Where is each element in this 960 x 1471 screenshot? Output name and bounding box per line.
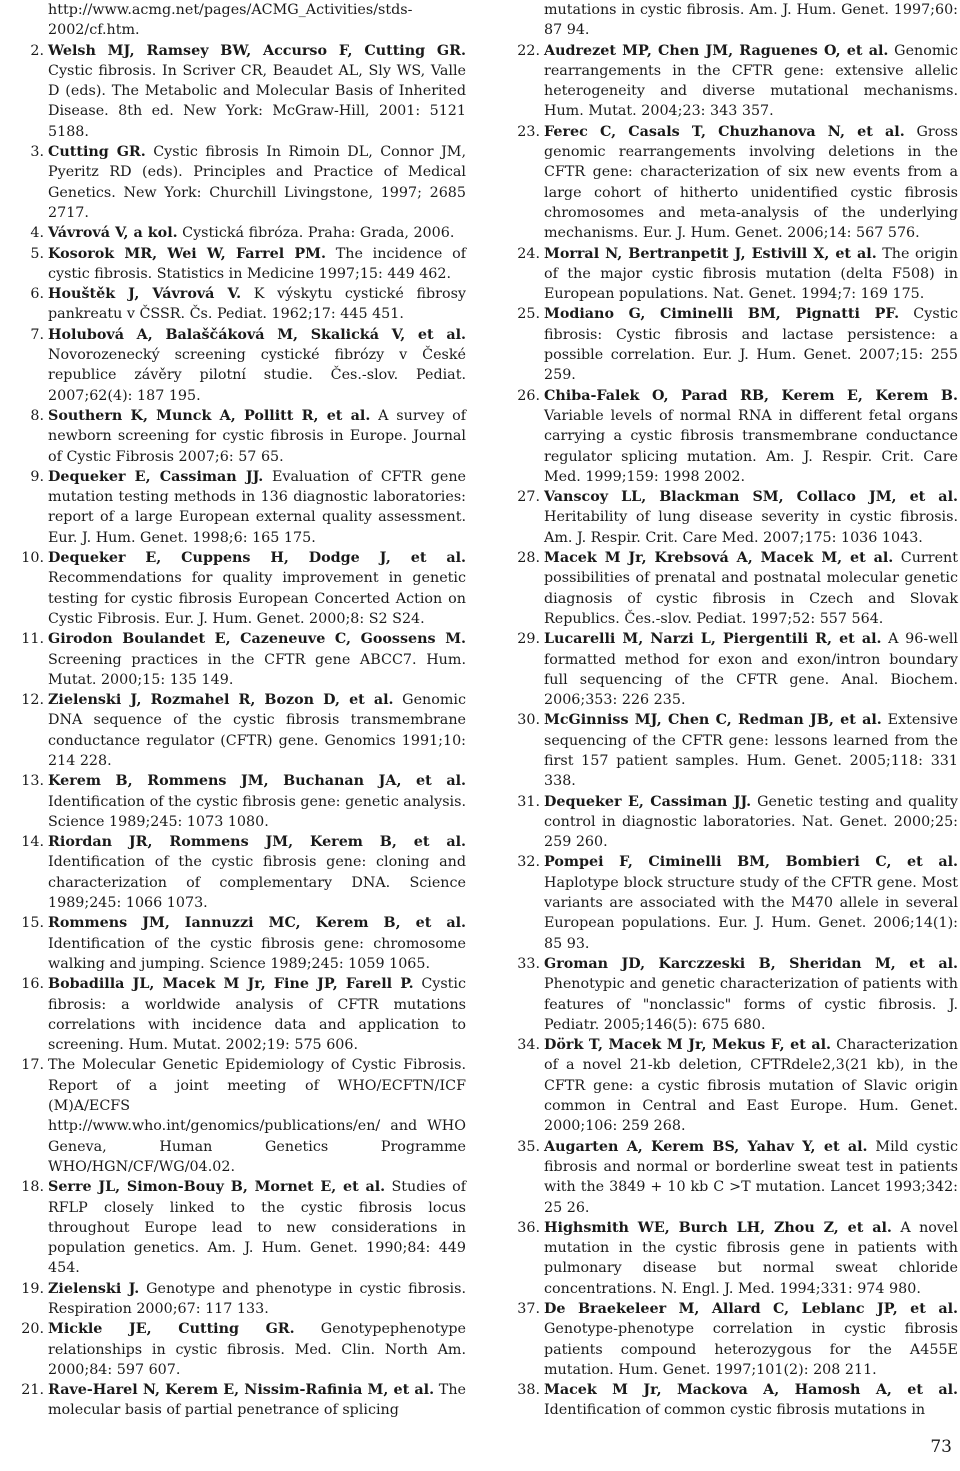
reference-text: Cystická fibróza. Praha: Grada, 2006. <box>177 225 455 242</box>
reference-number: 28. <box>517 550 540 567</box>
reference-text: Variable levels of normal RNA in different fetal organs carrying a cystic fibrosis transmembrane conductance regulator splicing mutation. Am. J. Respir. Crit. Care Med. 1999;159: 1998 2002. <box>544 407 958 485</box>
reference-item <box>506 1218 958 1299</box>
reference-text: mutations in cystic fibrosis. Am. J. Hum. Genet. 1997;60: 87 94. <box>544 2 958 39</box>
reference-authors: Morral N, Bertranpetit J, Estivill X, et al. <box>544 245 877 262</box>
reference-number: 38. <box>517 1382 540 1399</box>
reference-authors: Augarten A, Kerem BS, Yahav Y, et al. <box>544 1138 868 1155</box>
reference-authors: De Braekeleer M, Allard C, Leblanc JP, et al. <box>544 1301 958 1317</box>
reference-item <box>506 1137 958 1218</box>
reference-text: Genomic DNA sequence of the cystic fibrosis transmembrane conductance regulator (CFTR) gene. Genomics 1991;10: 214 228. <box>48 692 466 769</box>
reference-item <box>10 467 466 548</box>
reference-authors: Rommens JM, Iannuzzi MC, Kerem B, et al. <box>48 915 466 932</box>
reference-text: Identification of the cystic fibrosis gene: chromosome walking and jumping. Science 1989;245: 1059 1065. <box>48 935 466 972</box>
reference-item <box>10 690 466 771</box>
reference-number: 9. <box>30 468 44 485</box>
reference-item <box>506 954 958 1035</box>
reference-authors: Zielenski J. <box>48 1280 140 1297</box>
reference-item <box>506 304 958 385</box>
reference-number: 17. <box>21 1057 44 1074</box>
reference-text: Recommendations for quality improvement in genetic testing for cystic fibrosis European Concerted Action on Cystic Fibrosis. Eur. J. Hum. Genet. 2000;8: S2 S24. <box>48 570 466 627</box>
reference-item <box>10 406 466 467</box>
reference-item <box>506 710 958 791</box>
reference-item <box>10 1055 466 1177</box>
reference-authors: Dequeker E, Cassiman JJ. <box>48 468 264 485</box>
reference-number: 24. <box>517 245 540 262</box>
reference-text: Characterization of a novel 21-kb deletion, CFTRdele2,3(21 kb), in the CFTR gene: a cystic fibrosis mutation of Slavic origin common in Central and East Europe. Hum. Genet. 2000;106: 259 268. <box>544 1037 958 1135</box>
reference-number: 20. <box>21 1321 44 1338</box>
reference-authors: Kosorok MR, Wei W, Farrel PM. <box>48 245 326 262</box>
reference-text: Mild cystic fibrosis and normal or borderline sweat test in patients with the 3849 + 10 kb C >T mutation. Lancet 1993;342: 25 26. <box>544 1138 958 1216</box>
reference-text: Gross genomic rearrangements involving deletions in the CFTR gene: characterization of six new events from a large cohort of hitherto unidentified cystic fibrosis chromosomes and meta-analysis of the underlying mechanisms. Eur. J. Hum. Genet. 2006;14: 567 576. <box>544 123 958 242</box>
reference-authors: Mickle JE, Cutting GR. <box>48 1321 295 1338</box>
reference-number: 37. <box>517 1301 540 1317</box>
reference-item <box>10 771 466 832</box>
reference-text: Identification of the cystic fibrosis gene: genetic analysis. Science 1989;245: 1073 1080. <box>48 793 466 830</box>
reference-text: A survey of newborn screening for cystic fibrosis in Europe. Journal of Cystic Fibrosis 2007;6: 57 65. <box>48 407 467 465</box>
reference-number: 2. <box>30 42 44 59</box>
reference-authors: Bobadilla JL, Macek M Jr, Fine JP, Farell P. <box>48 976 414 993</box>
reference-item <box>506 629 958 710</box>
reference-authors: Modiano G, Ciminelli BM, Pignatti PF. <box>544 306 900 323</box>
reference-item <box>506 386 958 487</box>
reference-authors: Cutting GR. <box>48 144 146 161</box>
reference-text: Phenotypic and genetic characterization of patients with features of "nonclassic" forms of cystic fibrosis. J. Pediatr. 2005;146(5): 675 680. <box>544 976 958 1033</box>
reference-item <box>10 244 466 285</box>
reference-authors: Macek M Jr, Mackova A, Hamosh A, et al. <box>544 1382 958 1399</box>
reference-authors: Rave-Harel N, Kerem E, Nissim-Rafinia M, et al. <box>48 1382 435 1399</box>
reference-authors: Macek M Jr, Krebsová A, Macek M, et al. <box>544 550 894 567</box>
reference-text: Genetic testing and quality control in diagnostic laboratories. Nat. Genet. 2000;25: 259 260. <box>544 793 958 851</box>
reference-item <box>506 1380 958 1421</box>
reference-item <box>10 913 466 974</box>
reference-item <box>506 1035 958 1136</box>
reference-authors: Riordan JR, Rommens JM, Kerem B, et al. <box>48 834 466 851</box>
reference-authors: Girodon Boulandet E, Cazeneuve C, Goossens M. <box>48 631 466 648</box>
reference-authors: Dequeker E, Cassiman JJ. <box>544 793 752 810</box>
reference-item <box>10 1319 466 1380</box>
reference-item <box>506 548 958 629</box>
reference-authors: Dörk T, Macek M Jr, Mekus F, et al. <box>544 1037 832 1054</box>
reference-text: Genotype and phenotype in cystic fibrosis. Respiration 2000;67: 117 133. <box>48 1280 466 1317</box>
references-right-column <box>506 0 958 1421</box>
reference-authors: Audrezet MP, Chen JM, Raguenes O, et al. <box>544 42 889 59</box>
reference-text: The origin of the major cystic fibrosis mutation (delta F508) in European populations. Nat. Genet. 1994;7: 169 175. <box>544 245 958 303</box>
reference-authors: Holubová A, Balaščáková M, Skalická V, et al. <box>48 326 466 343</box>
reference-text: Evaluation of CFTR gene mutation testing methods in 136 diagnostic laboratories: report of a large European external quality assessment. Eur. J. Hum. Genet. 1998;6: 165 175. <box>48 468 466 546</box>
reference-item <box>10 284 466 325</box>
reference-text: Genotypephenotype relationships in cystic fibrosis. Med. Clin. North Am. 2000;84: 597 607. <box>48 1321 467 1378</box>
reference-number: 34. <box>517 1037 540 1054</box>
reference-text: The incidence of cystic fibrosis. Statistics in Medicine 1997;15: 449 462. <box>48 245 466 282</box>
references-left-column <box>10 0 466 1421</box>
reference-text: Novorozenecký screening cystické fibrózy v České republice závěry pilotní studie. Čes.-slov. Pediat. 2007;62(4): 187 195. <box>48 347 466 404</box>
reference-number: 30. <box>517 712 540 729</box>
reference-number: 12. <box>21 692 44 709</box>
reference-number: 3. <box>30 144 44 161</box>
reference-number: 5. <box>30 245 44 262</box>
reference-text: The molecular basis of partial penetrance of splicing <box>48 1382 466 1419</box>
reference-authors: Ferec C, Casals T, Chuzhanova N, et al. <box>544 123 905 140</box>
reference-text: Genomic rearrangements in the CFTR gene: extensive allelic heterogeneity and diverse mutational mechanisms. Hum. Mutat. 2004;23: 343 357. <box>544 42 958 120</box>
reference-text: Genotype-phenotype correlation in cystic fibrosis patients compound heterozygous for the A455E mutation. Hum. Genet. 1997;101(2): 208 211. <box>544 1321 958 1378</box>
reference-number: 13. <box>21 773 44 790</box>
reference-number: 11. <box>21 631 44 648</box>
reference-number: 33. <box>517 955 540 972</box>
reference-text: Studies of RFLP closely linked to the cystic fibrosis locus throughout Europe lead to new considerations in population genetics. Am. J. Hum. Genet. 1990;84: 449 454. <box>48 1179 466 1277</box>
reference-item <box>10 548 466 629</box>
reference-authors: Dequeker E, Cuppens H, Dodge J, et al. <box>48 550 466 567</box>
reference-item <box>506 487 958 548</box>
reference-item <box>506 41 958 122</box>
reference-item <box>10 325 466 406</box>
reference-number: 26. <box>517 387 540 404</box>
reference-number: 29. <box>517 631 540 648</box>
reference-text: The Molecular Genetic Epidemiology of Cystic Fibrosis. Report of a joint meeting of WHO/ECFTN/ICF (M)A/ECFS http://www.who.int/genomics/publications/en/ and WHO Geneva, Human Genetics Programme WHO/HGN/CF/WG/04.02. <box>48 1057 466 1175</box>
reference-authors: Houštěk J, Vávrová V. <box>48 286 242 303</box>
reference-item <box>506 122 958 244</box>
reference-text: Cystic fibrosis: a worldwide analysis of CFTR mutations correlations with incidence data and application to screening. Hum. Mutat. 2002;19: 575 606. <box>48 976 467 1054</box>
reference-number: 27. <box>517 489 540 506</box>
reference-item <box>10 41 466 142</box>
reference-authors: Lucarelli M, Narzi L, Piergentili R, et al. <box>544 631 882 648</box>
reference-item <box>10 1380 466 1421</box>
reference-item <box>10 629 466 690</box>
reference-text: Heritability of lung disease severity in cystic fibrosis. Am. J. Respir. Crit. Care Med. 2007;175: 1036 1043. <box>544 509 958 546</box>
reference-text: Cystic fibrosis In Rimoin DL, Connor JM, Pyeritz RD (eds). Principles and Practice of Medical Genetics. New York: Churchill Livingstone, 1997; 2685 2717. <box>48 144 466 221</box>
reference-number: 14. <box>21 834 44 851</box>
reference-authors: Serre JL, Simon-Bouy B, Mornet E, et al. <box>48 1179 386 1196</box>
reference-number: 32. <box>517 854 540 871</box>
reference-item <box>10 1177 466 1278</box>
reference-item <box>10 142 466 223</box>
reference-authors: Chiba-Falek O, Parad RB, Kerem E, Kerem B. <box>544 387 958 404</box>
reference-number: 25. <box>517 306 540 323</box>
reference-item <box>506 0 958 41</box>
reference-number: 35. <box>517 1138 540 1155</box>
reference-number: 22. <box>517 42 540 59</box>
reference-number: 36. <box>517 1219 540 1236</box>
reference-number: 15. <box>21 915 44 932</box>
reference-text: Current possibilities of prenatal and postnatal molecular genetic diagnosis of cystic fibrosis in Czech and Slovak Republics. Čes.-slov. Pediat. 1997;52: 557 564. <box>544 550 958 627</box>
reference-authors: Vanscoy LL, Blackman SM, Collaco JM, et al. <box>544 489 958 506</box>
reference-number: 21. <box>21 1382 44 1399</box>
reference-number: 23. <box>517 123 540 140</box>
reference-authors: Pompei F, Ciminelli BM, Bombieri C, et al. <box>544 854 958 871</box>
reference-item <box>506 1299 958 1380</box>
reference-authors: McGinniss MJ, Chen C, Redman JB, et al. <box>544 712 882 729</box>
reference-number: 31. <box>517 793 540 810</box>
reference-authors: Groman JD, Karczzeski B, Sheridan M, et al. <box>544 955 958 972</box>
reference-text: http://www.acmg.net/pages/ACMG_Activities/stds-2002/cf.htm. <box>48 2 413 39</box>
reference-text: Haplotype block structure study of the CFTR gene. Most variants are associated with the M470 allele in several European populations. Eur. J. Hum. Genet. 2006;14(1): 85 93. <box>544 874 958 952</box>
reference-item <box>506 852 958 953</box>
reference-authors: Highsmith WE, Burch LH, Zhou Z, et al. <box>544 1219 892 1236</box>
reference-number: 18. <box>21 1179 44 1196</box>
reference-number: 19. <box>21 1280 44 1297</box>
reference-item <box>506 244 958 305</box>
reference-item <box>10 1279 466 1320</box>
reference-item <box>10 974 466 1055</box>
page-number: 73 <box>930 1437 952 1457</box>
reference-item <box>506 792 958 853</box>
reference-number: 8. <box>30 407 44 424</box>
reference-text: Screening practices in the CFTR gene ABCC7. Hum. Mutat. 2000;15: 135 149. <box>48 651 466 688</box>
reference-authors: Southern K, Munck A, Pollitt R, et al. <box>48 407 371 424</box>
reference-item <box>10 223 466 243</box>
reference-item <box>10 0 466 41</box>
reference-text: K výskytu cystické fibrosy pankreatu v ČSSR. Čs. Pediat. 1962;17: 445 451. <box>48 286 466 323</box>
reference-number: 6. <box>30 286 44 303</box>
reference-authors: Kerem B, Rommens JM, Buchanan JA, et al. <box>48 773 466 790</box>
reference-number: 10. <box>21 550 44 567</box>
reference-number: 7. <box>30 326 44 343</box>
reference-text: Cystic fibrosis. In Scriver CR, Beaudet AL, Sly WS, Valle D (eds). The Metabolic and Molecular Basis of Inherited Disease. 8th ed. New York: McGraw-Hill, 2001: 5121 5188. <box>48 62 466 140</box>
reference-authors: Zielenski J, Rozmahel R, Bozon D, et al. <box>48 692 394 709</box>
reference-authors: Welsh MJ, Ramsey BW, Accurso F, Cutting GR. <box>48 42 466 59</box>
reference-text: A 96-well formatted method for exon and exon/intron boundary full sequencing of the CFTR gene. Anal. Biochem. 2006;353: 226 235. <box>544 631 959 709</box>
reference-number: 16. <box>21 976 44 993</box>
reference-authors: Vávrová V, a kol. <box>48 225 178 242</box>
reference-item <box>10 832 466 913</box>
reference-text: Identification of the cystic fibrosis gene: cloning and characterization of complementary DNA. Science 1989;245: 1066 1073. <box>48 854 466 912</box>
reference-text: Identification of common cystic fibrosis mutations in <box>544 1402 926 1419</box>
reference-text: Cystic fibrosis: Cystic fibrosis and lactase persistence: a possible correlation. Eur. J. Hum. Genet. 2007;15: 255 259. <box>544 306 958 384</box>
reference-number: 4. <box>30 225 44 242</box>
reference-text: A novel mutation in the cystic fibrosis gene in patients with pulmonary disease but normal sweat chloride concentrations. N. Engl. J. Med. 1994;331: 974 980. <box>544 1219 959 1297</box>
reference-text: Extensive sequencing of the CFTR gene: lessons learned from the first 157 patient samples. Hum. Genet. 2005;118: 331 338. <box>544 712 958 790</box>
